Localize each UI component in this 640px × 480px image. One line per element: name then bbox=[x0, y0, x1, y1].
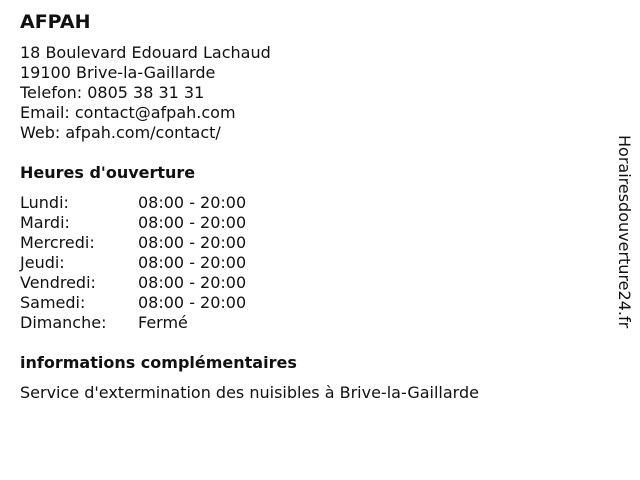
hours-row-dimanche bbox=[20, 313, 600, 333]
address-line-1: 18 Boulevard Edouard Lachaud bbox=[20, 43, 271, 62]
hours-day: Mardi: bbox=[20, 213, 70, 232]
hours-time: 08:00 - 20:00 bbox=[138, 233, 247, 252]
hours-time: 08:00 - 20:00 bbox=[138, 293, 247, 312]
hours-heading: Heures d'ouverture bbox=[20, 163, 196, 182]
info-heading: informations complémentaires bbox=[20, 353, 297, 372]
hours-day: Lundi: bbox=[20, 193, 69, 212]
hours-row-samedi bbox=[20, 293, 600, 313]
hours-time: 08:00 - 20:00 bbox=[138, 253, 247, 272]
hours-row-mercredi bbox=[20, 233, 600, 253]
hours-row-vendredi bbox=[20, 273, 600, 293]
address-line-2: 19100 Brive-la-Gaillarde bbox=[20, 63, 216, 82]
site-watermark: Horairesdouverture24.fr bbox=[615, 135, 634, 329]
info-text: Service d'extermination des nuisibles à Brive-la-Gaillarde bbox=[20, 383, 479, 402]
hours-time: 08:00 - 20:00 bbox=[138, 213, 247, 232]
hours-day: Jeudi: bbox=[20, 253, 65, 272]
hours-day: Vendredi: bbox=[20, 273, 96, 292]
hours-row-jeudi bbox=[20, 253, 600, 273]
business-card bbox=[20, 10, 600, 403]
web-line: Web: afpah.com/contact/ bbox=[20, 123, 221, 142]
hours-day: Mercredi: bbox=[20, 233, 95, 252]
hours-time: 08:00 - 20:00 bbox=[138, 273, 247, 292]
hours-day: Dimanche: bbox=[20, 313, 107, 332]
hours-time: Fermé bbox=[138, 313, 188, 332]
hours-row-lundi bbox=[20, 193, 600, 213]
hours-table bbox=[20, 193, 600, 333]
business-name: AFPAH bbox=[20, 11, 91, 33]
email-line: Email: contact@afpah.com bbox=[20, 103, 236, 122]
hours-day: Samedi: bbox=[20, 293, 86, 312]
hours-time: 08:00 - 20:00 bbox=[138, 193, 247, 212]
hours-row-mardi bbox=[20, 213, 600, 233]
phone-line: Telefon: 0805 38 31 31 bbox=[20, 83, 205, 102]
